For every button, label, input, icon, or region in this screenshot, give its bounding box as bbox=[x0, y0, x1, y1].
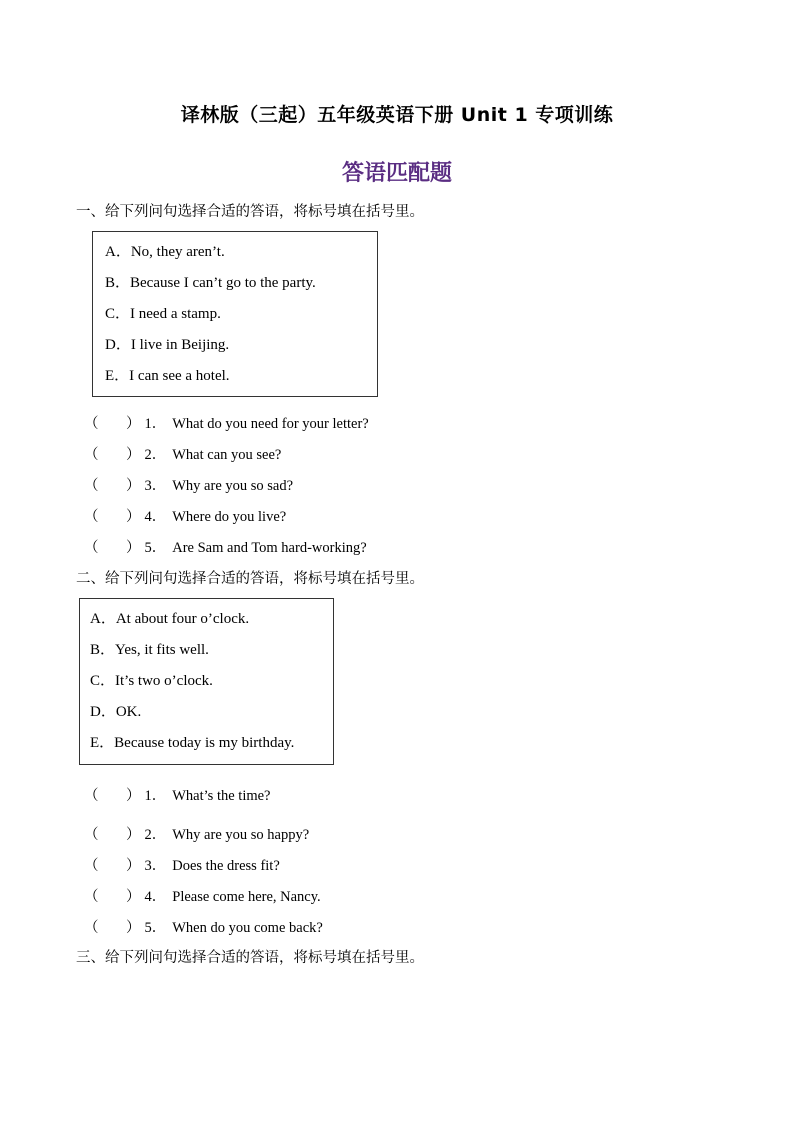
section-1-heading: 一、给下列问句选择合适的答语，将标号填在括号里。 bbox=[76, 204, 424, 220]
question-2-5: （ ） 5． When do you come back? bbox=[84, 920, 323, 936]
section-3-heading: 三、给下列问句选择合适的答语，将标号填在括号里。 bbox=[76, 950, 424, 966]
option-a: A．No, they aren’t. bbox=[105, 244, 225, 260]
page-subtitle: 答语匹配题 bbox=[341, 161, 452, 186]
option-d: D．OK. bbox=[90, 704, 142, 720]
option-e: E．Because today is my birthday. bbox=[90, 735, 295, 751]
page-title: 译林版（三起）五年级英语下册 Unit 1 专项训练 bbox=[180, 104, 614, 126]
option-b: B．Because I can’t go to the party. bbox=[105, 275, 316, 291]
option-b: B．Yes, it fits well. bbox=[90, 642, 209, 658]
question-1-4: （ ） 4． Where do you live? bbox=[84, 509, 287, 525]
question-1-1: （ ） 1． What do you need for your letter? bbox=[84, 416, 369, 432]
section-2-options-box bbox=[79, 598, 334, 765]
question-1-5: （ ） 5． Are Sam and Tom hard-working? bbox=[84, 540, 367, 556]
option-a: A．At about four o’clock. bbox=[90, 611, 250, 627]
question-2-4: （ ） 4． Please come here, Nancy. bbox=[84, 889, 321, 905]
question-2-3: （ ） 3． Does the dress fit? bbox=[84, 858, 280, 874]
question-2-1: （ ） 1． What’s the time? bbox=[84, 788, 271, 804]
option-e: E．I can see a hotel. bbox=[105, 368, 230, 384]
section-2-heading: 二、给下列问句选择合适的答语，将标号填在括号里。 bbox=[76, 571, 424, 587]
question-1-2: （ ） 2． What can you see? bbox=[84, 447, 282, 463]
question-2-2: （ ） 2． Why are you so happy? bbox=[84, 827, 310, 843]
option-d: D．I live in Beijing. bbox=[105, 337, 230, 353]
section-1-options-box bbox=[92, 231, 378, 397]
question-1-3: （ ） 3． Why are you so sad? bbox=[84, 478, 294, 494]
option-c: C．It’s two o’clock. bbox=[90, 673, 213, 689]
option-c: C．I need a stamp. bbox=[105, 306, 221, 322]
